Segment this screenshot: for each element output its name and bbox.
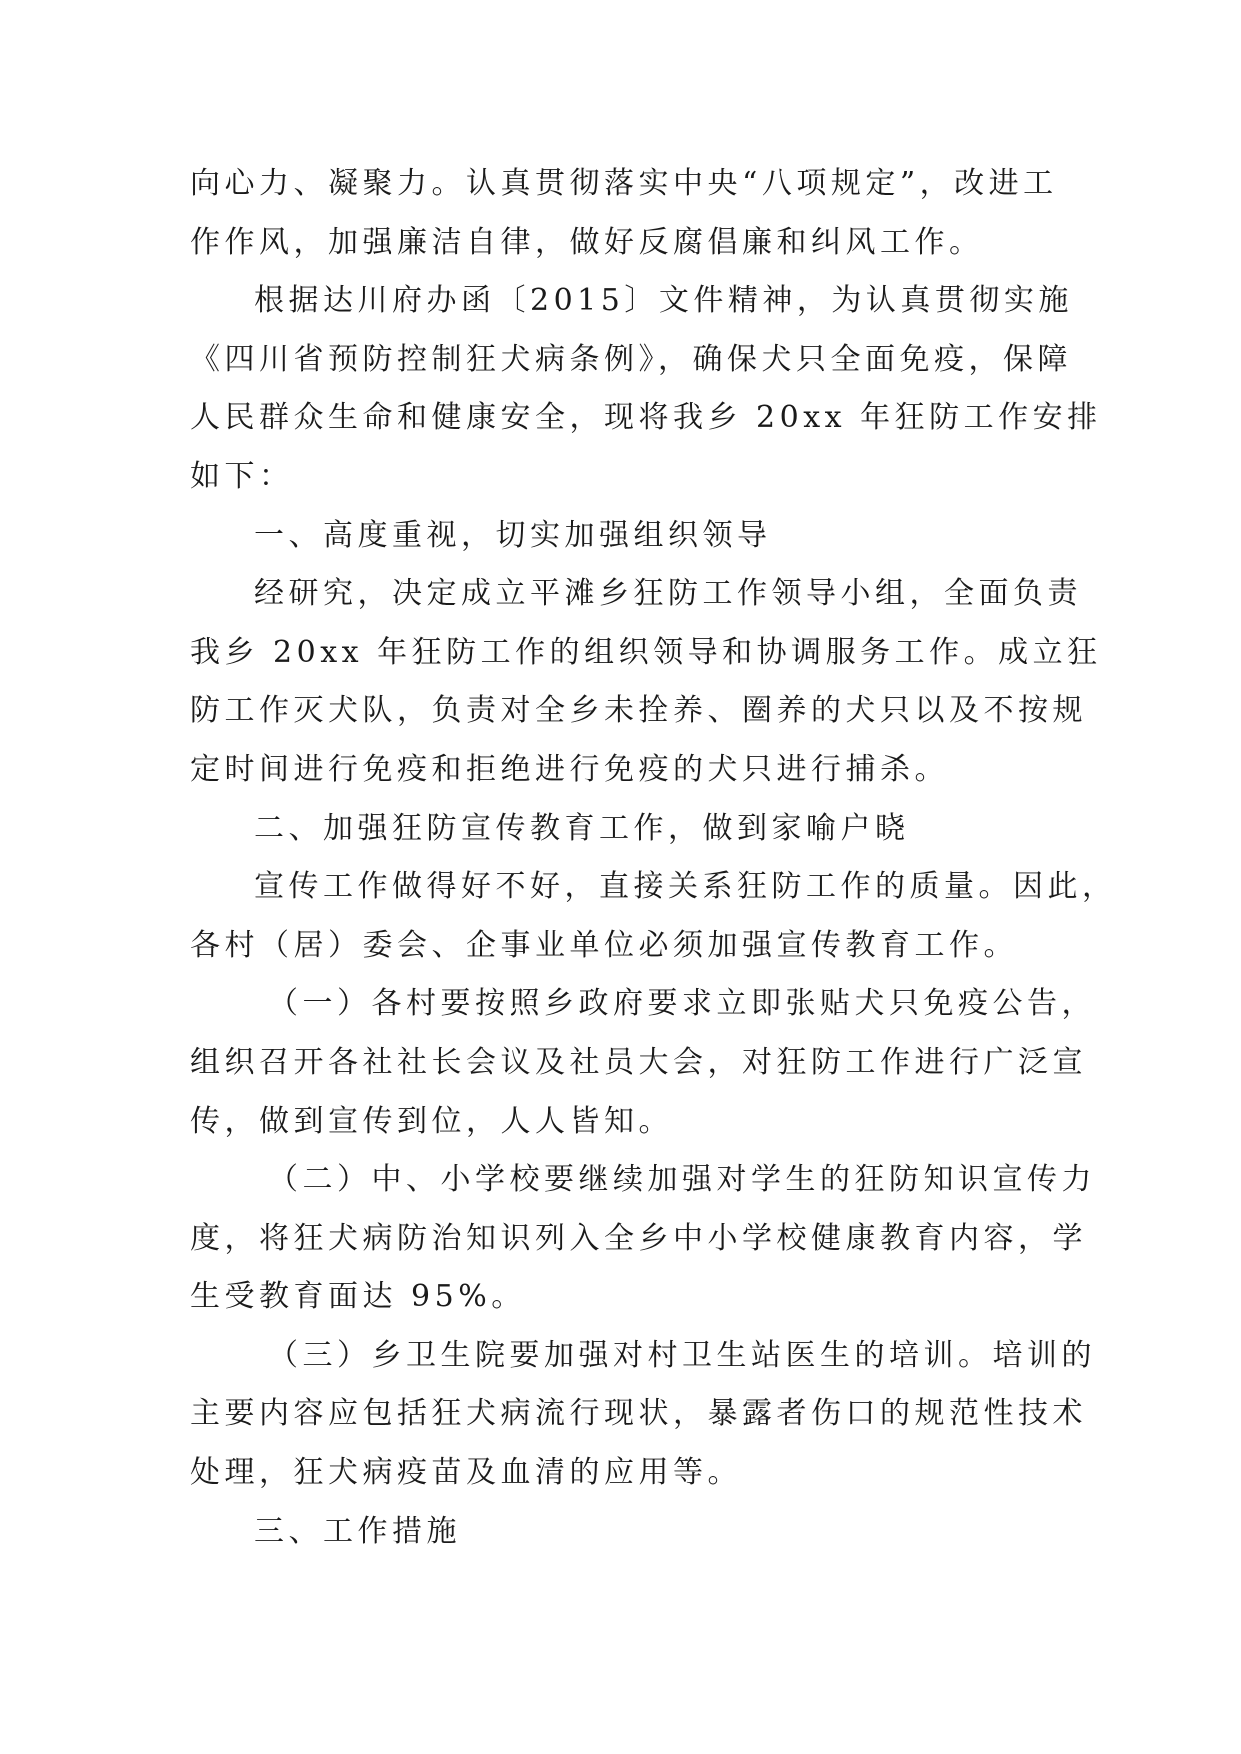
section-heading-3: 三、工作措施 — [254, 1513, 461, 1549]
subitem-1-first-line: （一）各村要按照乡政府要求立即张贴犬只免疫公告， — [268, 986, 1096, 1022]
text-line: 我乡 20xx 年狂防工作的组织领导和协调服务工作。成立狂 — [190, 634, 1102, 670]
text-line: 生受教育面达 95%。 — [190, 1279, 526, 1315]
subitem-2-first-line: （二）中、小学校要继续加强对学生的狂防知识宣传力 — [268, 1162, 1096, 1198]
paragraph-first-line: 根据达川府办函〔2015〕文件精神，为认真贯彻实施 — [254, 283, 1073, 319]
text-line: 向心力、凝聚力。认真贯彻落实中央“八项规定”，改进工 — [190, 166, 1058, 201]
text-line: 人民群众生命和健康安全，现将我乡 20xx 年狂防工作安排 — [190, 400, 1102, 436]
text-line: 组织召开各社社长会议及社员大会，对狂防工作进行广泛宣 — [190, 1044, 1087, 1080]
subitem-3-first-line: （三）乡卫生院要加强对村卫生站医生的培训。培训的 — [268, 1337, 1096, 1373]
text-line: 度，将狂犬病防治知识列入全乡中小学校健康教育内容，学 — [190, 1220, 1087, 1256]
text-line: 防工作灭犬队，负责对全乡未拴养、圈养的犬只以及不按规 — [190, 693, 1087, 729]
text-line: 传，做到宣传到位，人人皆知。 — [190, 1103, 673, 1139]
text-line: 《四川省预防控制狂犬病条例》，确保犬只全面免疫，保障 — [190, 341, 1072, 377]
text-line: 定时间进行免疫和拒绝进行免疫的犬只进行捕杀。 — [190, 751, 949, 787]
section-heading-1: 一、高度重视，切实加强组织领导 — [254, 517, 772, 553]
text-line: 处理，狂犬病疫苗及血清的应用等。 — [190, 1455, 742, 1491]
text-line: 作作风，加强廉洁自律，做好反腐倡廉和纠风工作。 — [190, 224, 984, 260]
section-heading-2: 二、加强狂防宣传教育工作，做到家喻户晓 — [254, 810, 910, 846]
paragraph-first-line: 经研究，决定成立平滩乡狂防工作领导小组，全面负责 — [254, 576, 1082, 612]
text-line: 主要内容应包括狂犬病流行现状，暴露者伤口的规范性技术 — [190, 1396, 1087, 1432]
paragraph-first-line: 宣传工作做得好不好，直接关系狂防工作的质量。因此， — [254, 869, 1117, 905]
text-line: 如下： — [190, 458, 294, 494]
document-body — [190, 155, 1117, 1561]
text-line: 各村（居）委会、企事业单位必须加强宣传教育工作。 — [190, 927, 1018, 963]
